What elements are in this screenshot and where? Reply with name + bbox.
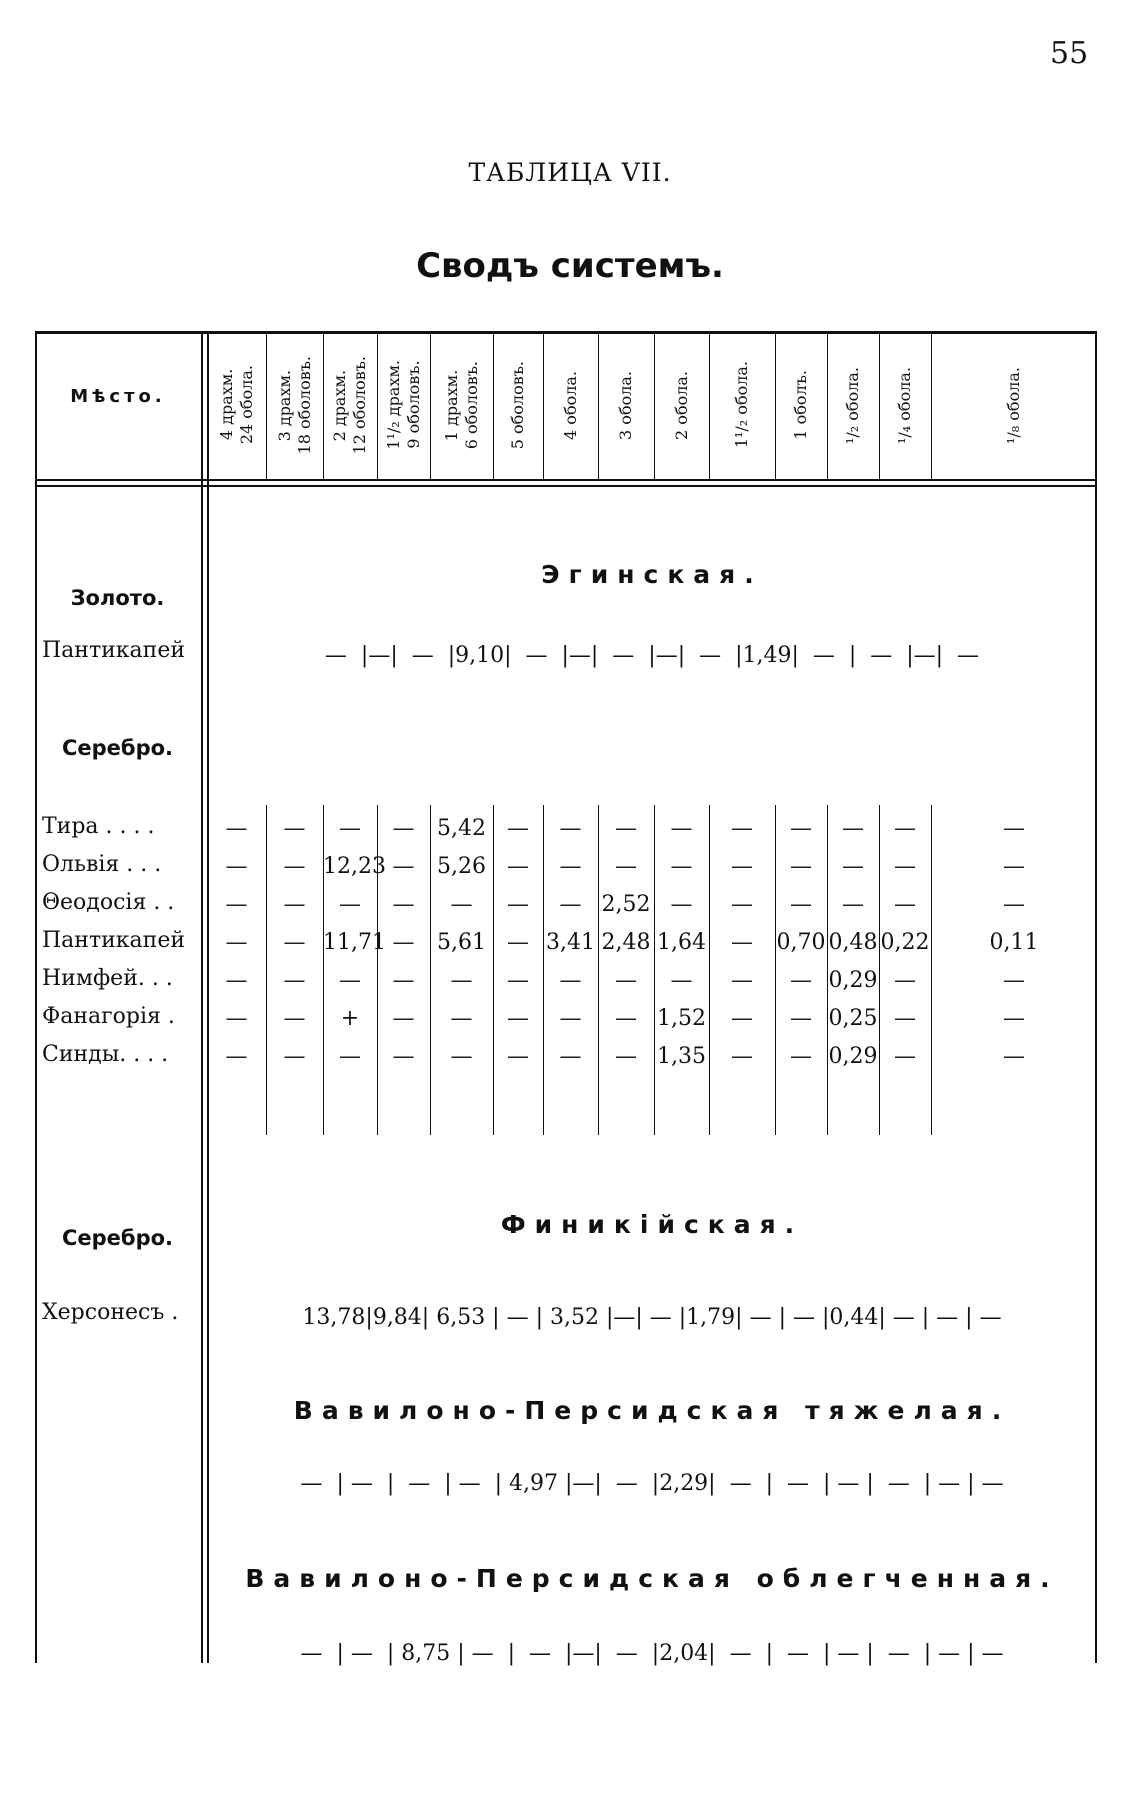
column-rule xyxy=(775,331,776,479)
column-header-8 xyxy=(598,335,654,475)
place-name: Ольвія . . . xyxy=(42,852,162,877)
page-title: Сводъ системъ. xyxy=(416,246,724,286)
column-header-text: 2 драхм. 12 оболовъ. xyxy=(330,355,369,455)
table-cell: — xyxy=(283,968,306,993)
column-header-text: 1 оболъ. xyxy=(791,370,810,440)
table-cell: 1,52 xyxy=(657,1006,706,1031)
column-rule xyxy=(709,331,710,479)
table-cell: — xyxy=(842,892,864,917)
table-cell: — xyxy=(894,816,916,841)
table-cell: — xyxy=(1003,1044,1025,1069)
table-cell: 1,64 xyxy=(657,930,706,955)
table-cell: — xyxy=(790,1006,812,1031)
table-cell: 5,42 xyxy=(437,816,486,841)
table-cell: — xyxy=(731,892,753,917)
table-cell: — xyxy=(225,930,248,955)
table-cell: — xyxy=(790,854,812,879)
column-rule xyxy=(931,331,932,479)
frame-left-rule xyxy=(35,331,37,1663)
table-cell: — xyxy=(842,816,864,841)
table-cell: — xyxy=(339,968,361,993)
column-header-6 xyxy=(493,335,543,475)
table-cell: 5,61 xyxy=(437,930,486,955)
table-cell: — xyxy=(225,892,248,917)
table-cell: — xyxy=(392,968,415,993)
column-header-text: 1 драхм. 6 оболовъ. xyxy=(441,360,481,450)
table-cell: — xyxy=(450,1044,473,1069)
gold-row-values: — |—| — |9,10| — |—| — |—| — |1,49| — | — |—| — xyxy=(324,643,980,668)
table-cell: — xyxy=(615,854,637,879)
column-header-3 xyxy=(323,335,377,475)
table-cell: — xyxy=(283,1006,306,1031)
column-header-2 xyxy=(266,335,323,475)
column-header-text: 3 драхм. 18 оболовъ. xyxy=(274,355,314,455)
table-cell: — xyxy=(790,892,812,917)
table-cell: — xyxy=(450,892,473,917)
table-cell: — xyxy=(283,1044,306,1069)
table-cell: 0,70 xyxy=(776,930,826,955)
table-cell: — xyxy=(507,1006,529,1031)
table-row xyxy=(207,964,1097,998)
section-title-aeginetan: Эгинская. xyxy=(541,560,763,589)
table-cell: — xyxy=(559,854,582,879)
table-cell: 0,48 xyxy=(828,930,878,955)
table-cell: — xyxy=(559,816,582,841)
column-header-text: 1¹/₂ драхм. 9 оболовъ. xyxy=(383,360,423,450)
table-cell: — xyxy=(225,816,248,841)
table-cell: — xyxy=(894,892,916,917)
table-cell: — xyxy=(392,1006,415,1031)
column-header-text: ¹/₈ обола. xyxy=(1004,366,1023,444)
column-header-text: 5 оболовъ. xyxy=(508,360,527,450)
place-name: Пантикапей xyxy=(42,928,186,953)
table-row xyxy=(207,1002,1097,1036)
table-cell: 0,29 xyxy=(828,968,878,993)
column-header-text: ¹/₂ обола. xyxy=(843,366,862,444)
column-header-text: ¹/₄ обола. xyxy=(895,366,914,444)
table-cell: 11,71 xyxy=(323,930,386,955)
column-header-text: 4 драхм. 24 обола. xyxy=(216,365,256,445)
table-cell: — xyxy=(283,816,306,841)
table-cell: 12,23 xyxy=(323,854,386,879)
column-header-10 xyxy=(709,335,775,475)
table-cell: — xyxy=(790,816,812,841)
table-cell: — xyxy=(339,816,361,841)
table-cell: — xyxy=(731,968,753,993)
table-cell: — xyxy=(731,1006,753,1031)
table-cell: 0,22 xyxy=(880,930,930,955)
place-name-chersonesus: Херсонесъ . xyxy=(42,1300,179,1325)
table-cell: — xyxy=(1003,892,1025,917)
column-rule xyxy=(266,331,267,479)
table-cell: — xyxy=(392,854,415,879)
table-cell: — xyxy=(283,854,306,879)
table-row xyxy=(207,850,1097,884)
column-rule xyxy=(598,331,599,479)
table-cell: — xyxy=(615,816,637,841)
section-title-phoenician: Финикійская. xyxy=(500,1210,804,1239)
table-cell: — xyxy=(1003,854,1025,879)
place-name: Синды. . . . xyxy=(42,1042,169,1067)
table-cell: — xyxy=(450,1006,473,1031)
table-cell: + xyxy=(340,1006,360,1031)
column-header-11 xyxy=(775,335,827,475)
table-cell: — xyxy=(842,854,864,879)
table-cell: — xyxy=(731,854,753,879)
table-cell: 1,35 xyxy=(657,1044,706,1069)
table-cell: — xyxy=(894,968,916,993)
column-header-text: 2 обола. xyxy=(671,370,691,440)
table-cell: — xyxy=(559,1044,582,1069)
column-rule xyxy=(827,331,828,479)
table-cell: — xyxy=(507,816,529,841)
column-rule xyxy=(493,331,494,479)
chersonesus-row-values: 13,78|9,84| 6,53 | — | 3,52 |—| — |1,79| — | — |0,44| — | — | — xyxy=(302,1305,1002,1330)
table-label: ТАБЛИЦА VII. xyxy=(468,158,672,187)
table-cell: — xyxy=(450,968,473,993)
table-cell: 0,29 xyxy=(828,1044,878,1069)
column-rule xyxy=(543,331,544,479)
table-cell: — xyxy=(507,968,529,993)
table-cell: — xyxy=(225,1044,248,1069)
column-rule xyxy=(430,331,431,479)
section-title-babylonian-light: Вавилоно-Персидская облегченная. xyxy=(245,1564,1059,1593)
table-cell: — xyxy=(392,930,415,955)
table-cell: — xyxy=(559,968,582,993)
table-cell: — xyxy=(339,892,361,917)
table-cell: 0,25 xyxy=(828,1006,878,1031)
babylonian-heavy-row-values: — | — | — | — | 4,97 |—| — |2,29| — | — | — | — | — | — xyxy=(300,1471,1004,1496)
table-row xyxy=(207,888,1097,922)
table-cell: 5,26 xyxy=(437,854,486,879)
table-cell: — xyxy=(507,854,529,879)
table-cell: — xyxy=(1003,816,1025,841)
table-cell: — xyxy=(225,968,248,993)
table-cell: — xyxy=(392,892,415,917)
column-header-14 xyxy=(931,335,1097,475)
header-rule xyxy=(35,479,1097,481)
table-cell: — xyxy=(790,968,812,993)
column-header-text: 4 обола. xyxy=(560,370,580,440)
table-cell: — xyxy=(615,1044,637,1069)
table-cell: — xyxy=(1003,968,1025,993)
section-title-babylonian-heavy: Вавилоно-Персидская тяжелая. xyxy=(293,1396,1011,1425)
metal-label-silver-aeginetan: Серебро. xyxy=(61,736,174,760)
table-cell: — xyxy=(670,854,693,879)
table-cell: — xyxy=(790,1044,812,1069)
table-cell: — xyxy=(507,930,529,955)
place-name: Нимфей. . . xyxy=(42,966,173,991)
column-rule xyxy=(377,331,378,479)
table-cell: — xyxy=(507,892,529,917)
column-rule xyxy=(323,331,324,479)
table-cell: — xyxy=(392,1044,415,1069)
frame-top-rule xyxy=(35,331,1097,334)
table-cell: — xyxy=(559,1006,582,1031)
column-rule xyxy=(654,331,655,479)
table-cell: — xyxy=(225,854,248,879)
table-cell: — xyxy=(339,1044,361,1069)
column-header-7 xyxy=(543,335,598,475)
column-header-12 xyxy=(827,335,879,475)
table-cell: — xyxy=(615,1006,637,1031)
table-cell: 3,41 xyxy=(546,930,595,955)
table-cell: 2,52 xyxy=(601,892,651,917)
table-cell: 2,48 xyxy=(601,930,651,955)
table-cell: — xyxy=(392,816,415,841)
column-header-text: 3 обола. xyxy=(616,370,635,440)
place-name: Тира . . . . xyxy=(42,814,155,839)
place-column-header: Мѣсто. xyxy=(70,386,166,407)
table-cell: — xyxy=(731,816,753,841)
table-cell: — xyxy=(507,1044,529,1069)
table-cell: — xyxy=(894,1044,916,1069)
column-header-4 xyxy=(377,335,430,475)
table-cell: — xyxy=(1003,1006,1025,1031)
place-name: Фанагорія . xyxy=(42,1004,175,1029)
place-column-rule xyxy=(201,331,203,1663)
column-header-text: 1¹/₂ обола. xyxy=(732,361,751,449)
table-cell: — xyxy=(670,892,693,917)
column-rule xyxy=(879,331,880,479)
header-rule-double xyxy=(35,485,1097,487)
table-row xyxy=(207,812,1097,846)
column-header-1 xyxy=(207,335,266,475)
column-header-13 xyxy=(879,335,931,475)
page-number: 55 xyxy=(1050,36,1089,71)
table-cell: — xyxy=(283,892,306,917)
table-cell: 0,11 xyxy=(989,930,1039,955)
table-cell: — xyxy=(894,1006,916,1031)
table-cell: — xyxy=(670,816,693,841)
table-cell: — xyxy=(894,854,916,879)
table-cell: — xyxy=(731,1044,753,1069)
metal-label-silver-phoenician: Серебро. xyxy=(61,1226,174,1250)
place-name-gold-panticapaeum: Пантикапей xyxy=(42,638,186,663)
table-cell: — xyxy=(225,1006,248,1031)
place-name: Θеодосія . . xyxy=(42,890,175,915)
column-header-9 xyxy=(654,335,709,475)
table-cell: — xyxy=(559,892,582,917)
metal-label-gold: Золото. xyxy=(70,586,165,610)
table-cell: — xyxy=(731,930,753,955)
table-row xyxy=(207,926,1097,960)
babylonian-light-row-values: — | — | 8,75 | — | — |—| — |2,04| — | — | — | — | — | — xyxy=(300,1641,1004,1666)
table-cell: — xyxy=(670,968,693,993)
table-cell: — xyxy=(283,930,306,955)
table-cell: — xyxy=(615,968,637,993)
table-row xyxy=(207,1040,1097,1074)
column-header-5 xyxy=(430,335,493,475)
